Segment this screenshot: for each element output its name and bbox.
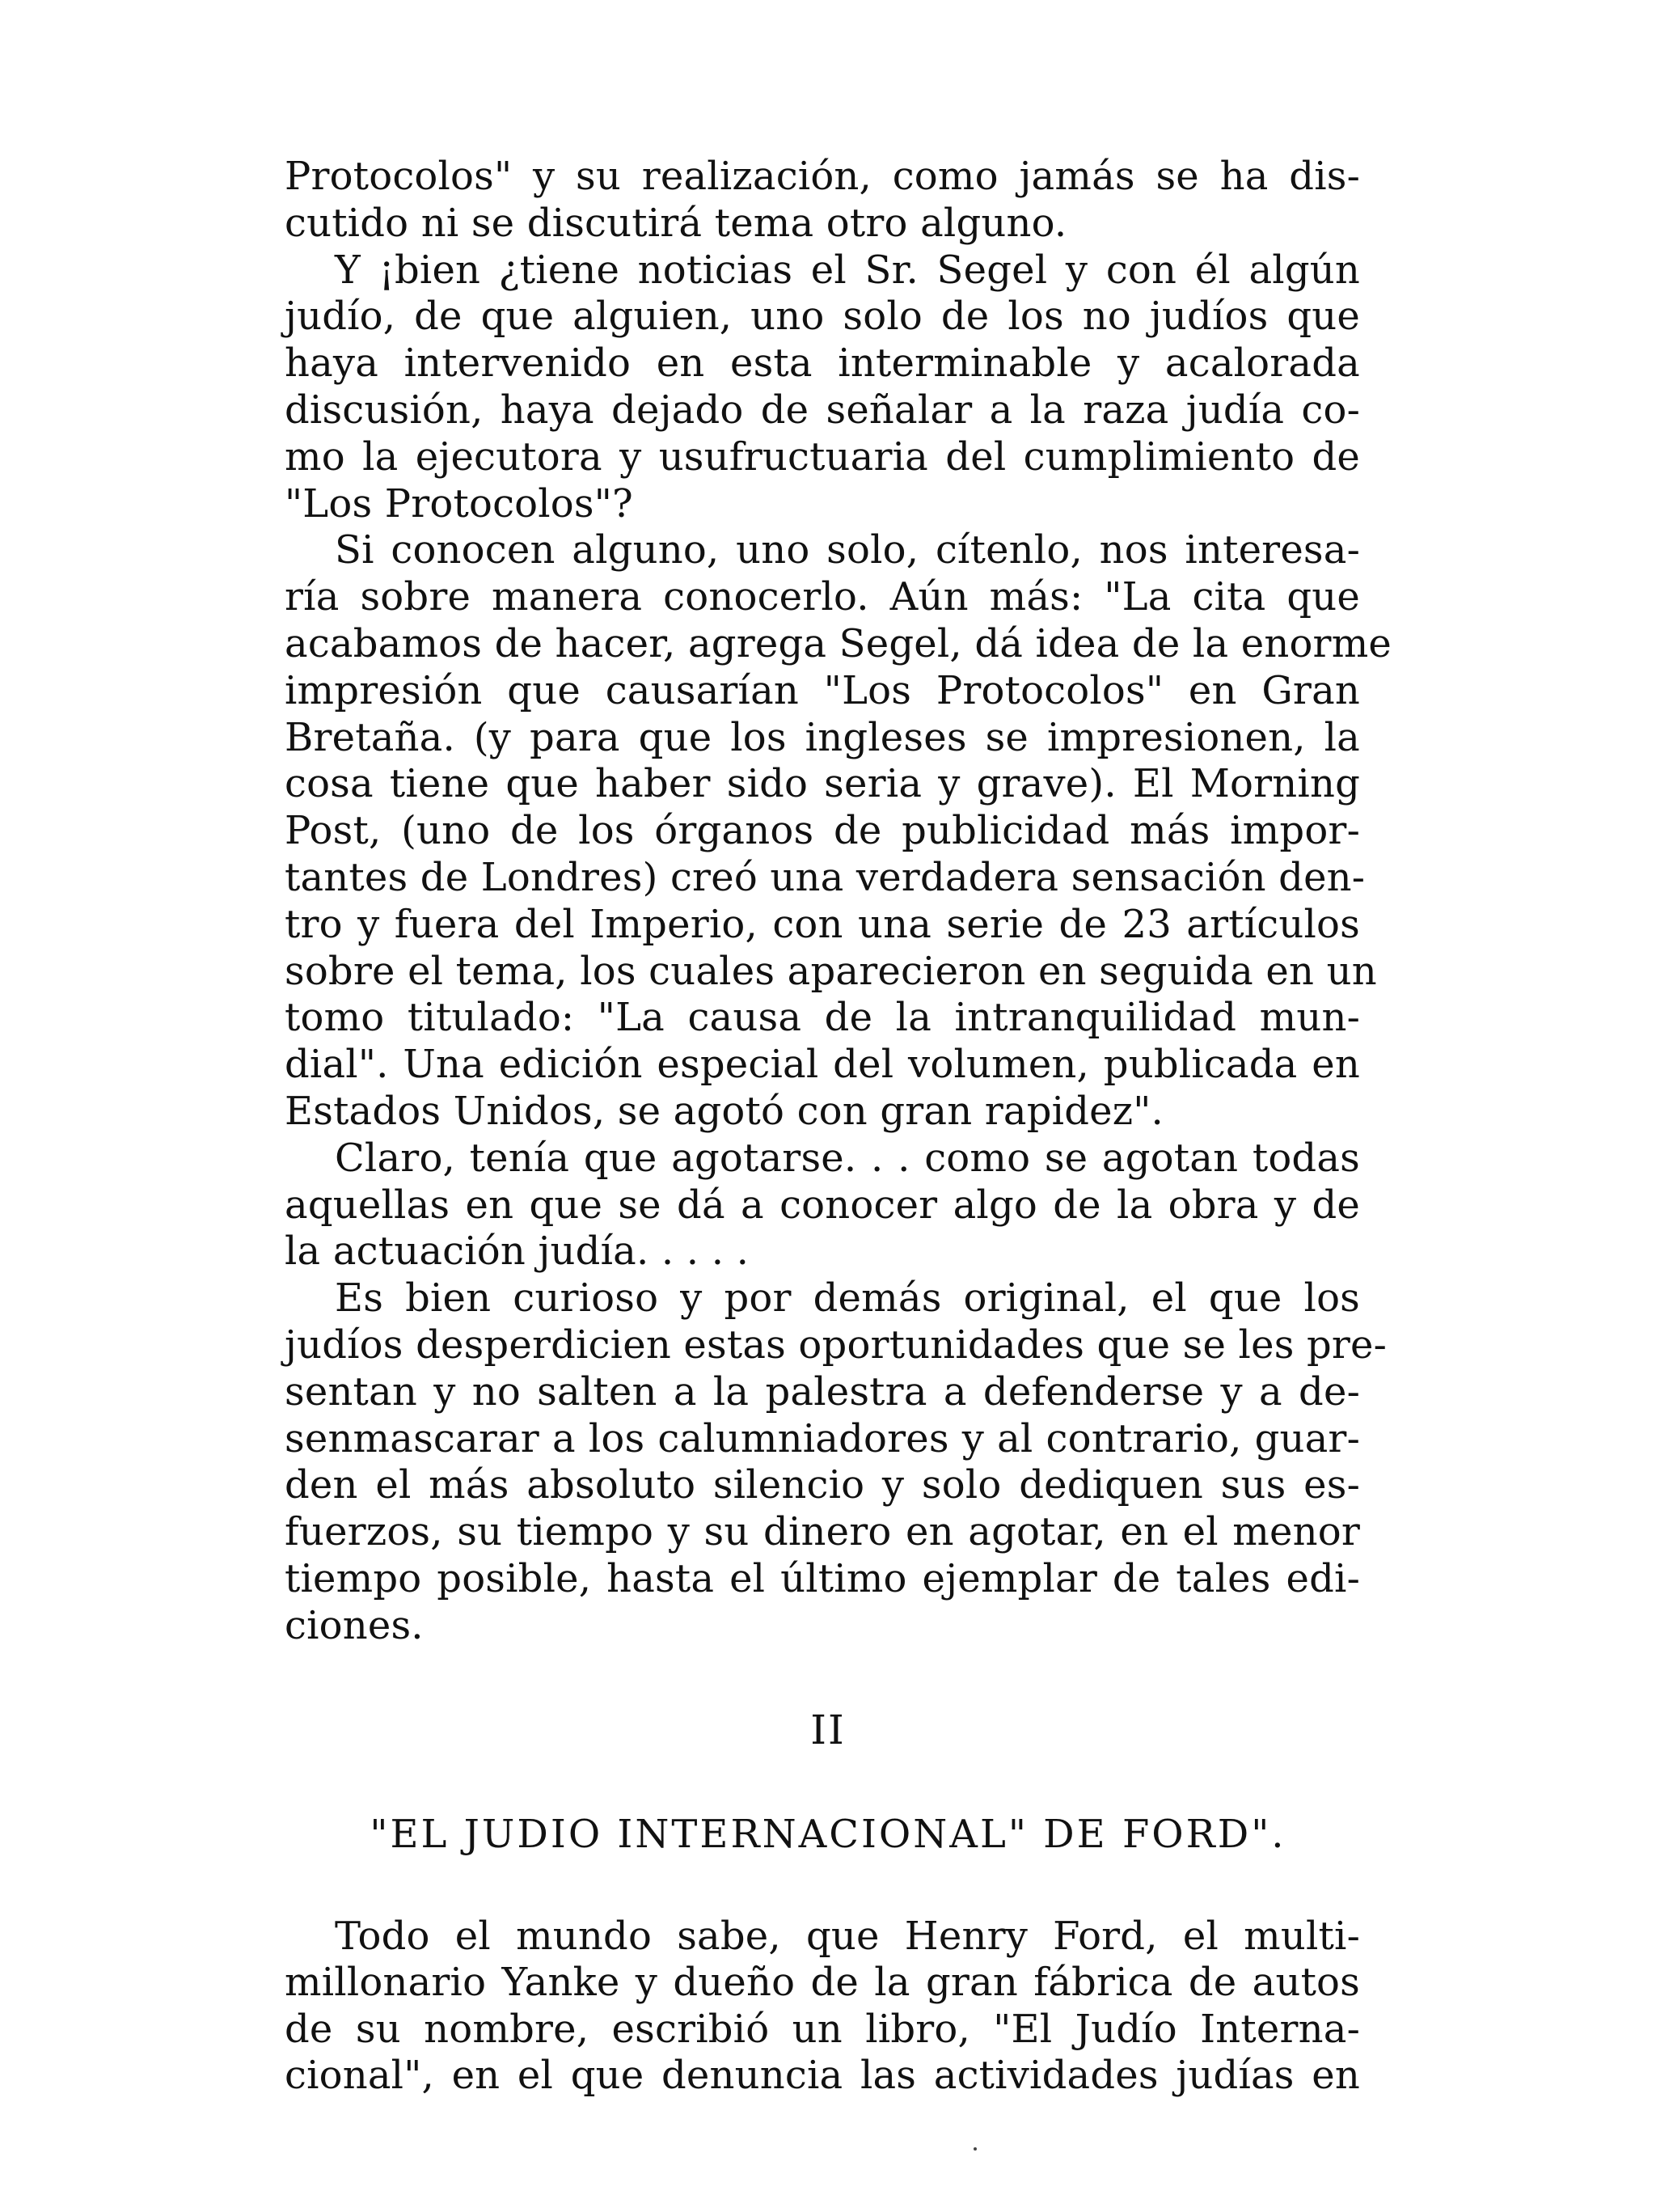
text-line: sobre el tema, los cuales aparecieron en seguida en un <box>285 948 1377 994</box>
text-block-part1 <box>285 154 1392 1650</box>
print-speck <box>974 2147 977 2151</box>
text-line: Estados Unidos, se agotó con gran rapidez". <box>285 1088 1164 1134</box>
text-line: aquellas en que se dá a conocer algo de la obra y de <box>285 1182 1360 1228</box>
text-line: cutido ni se discutirá tema otro alguno. <box>285 200 1067 246</box>
text-line: discusión, haya dejado de señalar a la raza judía co- <box>285 387 1360 433</box>
text-line: tantes de Londres) creó una verdadera sensación den- <box>285 854 1366 900</box>
text-line: de su nombre, escribió un libro, "El Judío Interna- <box>285 2006 1360 2052</box>
text-line: mo la ejecutora y usufructuaria del cumplimiento de <box>285 434 1360 480</box>
text-line: ciones. <box>285 1602 424 1648</box>
text-line: acabamos de hacer, agrega Segel, dá idea de la enorme <box>285 620 1392 666</box>
text-line: tro y fuera del Imperio, con una serie de 23 artículos <box>285 901 1360 947</box>
text-line: den el más absoluto silencio y solo dediquen sus es- <box>285 1462 1360 1508</box>
text-line: Bretaña. (y para que los ingleses se impresionen, la <box>285 714 1360 760</box>
text-line: Todo el mundo sabe, que Henry Ford, el multi- <box>335 1914 1360 1959</box>
text-line: senmascarar a los calumniadores y al contrario, guar- <box>285 1415 1360 1461</box>
text-line: impresión que causarían "Los Protocolos" en Gran <box>285 667 1360 713</box>
text-line: dial". Una edición especial del volumen, publicada en <box>285 1042 1360 1088</box>
text-line: Protocolos" y su realización, como jamás se ha dis- <box>285 154 1360 199</box>
text-line: tomo titulado: "La causa de la intranquilidad mun- <box>285 995 1360 1041</box>
text-line: cional", en el que denuncia las actividades judías en <box>285 2052 1360 2098</box>
text-line: Y ¡bien ¿tiene noticias el Sr. Segel y con él algún <box>335 247 1360 293</box>
text-line: haya intervenido en esta interminable y acalorada <box>285 340 1360 387</box>
text-line: judío, de que alguien, uno solo de los no judíos que <box>285 294 1360 340</box>
text-line: "Los Protocolos"? <box>285 480 633 527</box>
text-line: cosa tiene que haber sido seria y grave). El Morning <box>285 761 1360 807</box>
chapter-number: II <box>810 1707 846 1753</box>
text-line: tiempo posible, hasta el último ejemplar de tales edi- <box>285 1555 1360 1601</box>
text-line: fuerzos, su tiempo y su dinero en agotar, en el menor <box>285 1509 1360 1555</box>
text-line: millonario Yanke y dueño de la gran fábrica de autos <box>285 1960 1360 2006</box>
text-line: Si conocen alguno, uno solo, cítenlo, nos interesa- <box>335 527 1360 573</box>
text-block-part2 <box>285 1914 1360 2099</box>
text-line: Claro, tenía que agotarse. . . como se agotan todas <box>335 1135 1360 1181</box>
text-line: Post, (uno de los órganos de publicidad más impor- <box>285 808 1360 854</box>
text-line: Es bien curioso y por demás original, el que los <box>335 1275 1360 1322</box>
text-line: sentan y no salten a la palestra a defenderse y a de- <box>285 1368 1360 1415</box>
text-line: judíos desperdicien estas oportunidades que se les pre- <box>285 1322 1388 1368</box>
chapter-title: "EL JUDIO INTERNACIONAL" DE FORD". <box>370 1812 1286 1857</box>
text-line: la actuación judía. . . . . <box>285 1229 750 1275</box>
text-line: ría sobre manera conocerlo. Aún más: "La cita que <box>285 574 1360 620</box>
